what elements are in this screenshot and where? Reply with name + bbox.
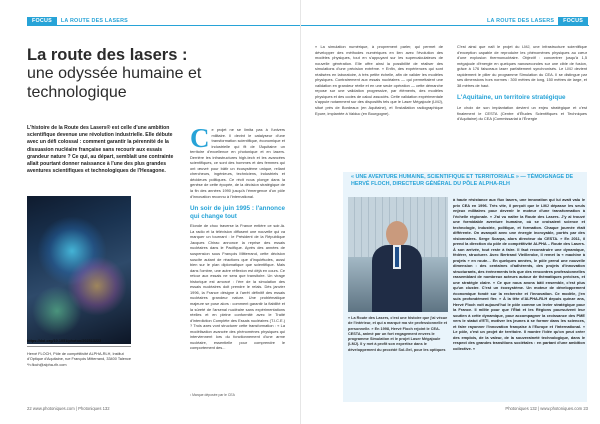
subheading-aquitaine: L'Aquitaine, un territoire stratégique — [457, 94, 566, 102]
right-header — [483, 17, 588, 25]
article-title: La route des lasers : — [27, 46, 188, 64]
page-number-left: 22 www.photoniques.com | Photoniques 132 — [27, 406, 110, 411]
article-subtitle: une odyssée humaine et technologique — [27, 65, 202, 101]
header-rule — [27, 25, 300, 26]
article-lead: L'histoire de la Route des Lasers® est celle d'une ambition scientifique devenue une révolution industrielle. Elle débute avec un défi colossal : comment garantir la pérennité de la dissuasion nucléaire française sans recourir aux essais grandeur nature ? Ce qui, au départ, semblait une contrainte allait pourtant donner naissance à l'une des plus grandes aventures scientifiques et technologiques de l'Hexagone. — [27, 125, 174, 175]
header-rule-right — [301, 25, 589, 26]
column-3 — [457, 44, 587, 122]
section-title: LA ROUTE DES LASERS — [60, 18, 128, 24]
subheading-june-1995: Un soir de juin 1995 : l'annonce qui change tout — [190, 205, 285, 220]
column-1-intro: e projet ne se limita pas à l'univers militaire. Il devint le catalyseur d'une transformation scientifique, économique et industrielle qui fit de l'Aquitaine un territoire d'excellence en photonique et en lasers. Derrière les infrastructures high-tech et les avancées scientifiques, ce sont des hommes et des femmes qui ont œuvré pour bâtir un écosystème unique, reliant chercheurs, ingénieurs, techniciens, industriels et décideurs politiques. Ce récit nous plonge dans la genèse de cette épopée, de la décision stratégique de la fin des années 1990 jusqu'à l'émergence d'un pôle d'innovation reconnu à l'international. — [190, 127, 285, 199]
footnote: ¹ Marque déposée par le CEA — [190, 393, 235, 397]
focus-tag-right: FOCUS — [558, 17, 588, 25]
interview-caption: « La Route des Lasers, c'est une histoire que j'ai vécue de l'intérieur, et qui a marqué ma vie professionnelle et personnelle. » En 1998, Hervé Floch rejoint le CEA-CESTA, animé par un fort engagement envers le programme Simulation et le projet Laser Mégajoule (LMJ). Il y met à profit son expertise dans le développement du procédé Sol-Gel, pour les optiques — [348, 316, 448, 352]
focus-tag: FOCUS — [27, 17, 57, 25]
column-3-body: C'est ainsi que naît le projet du LMJ, une infrastructure scientifique d'exception capable de reproduire les phénomènes physiques au cœur d'une explosion thermonucléaire. Objectif : concentrer jusqu'à 1,5 mégajoule d'énergie en quelques nanosecondes sur une cible de fusion, grâce à 176 faisceaux laser parfaitement synchronisés. Le LMJ devient rapidement le pilier du programme Simulation du CEA. Il se distingue par ses dimensions hors normes : 300 mètres de long, 150 mètres de large, et 38 mètres de haut. — [457, 44, 587, 88]
drop-cap: C — [190, 123, 210, 153]
author-block: Hervé FLOCH, Pôle de compétitivité ALPHA-RLH, Institut d'Optique d'Aquitaine, rue François Mitterrand, 33400 Talence *h.floch@alpha-rlh.com — [27, 352, 131, 367]
doi-link[interactable]: https://doi.org/10.1051/photon/202513222 — [27, 339, 131, 347]
page-number-right: Photoniques 132 | www.photoniques.com 23 — [505, 406, 588, 411]
column-3-body2: Le choix de son implantation devient un enjeu stratégique et c'est finalement le CESTA (Centre d'Études Scientifiques et Techniques d'Aquitaine) du CEA (Commissariat à l'Énergie — [457, 104, 587, 122]
column-2: « La simulation numérique, à proprement parler, qui permet de développer des méthodes numériques en lien avec l'évolution des modèles physiques, tout en s'appuyant sur les supercalculateurs de nouvelle génération. Elle offre ainsi la possibilité de réaliser des simulations d'une précision extrême. « Enfin, des expériences qui sont réalisées en laboratoire, à très petite échelle, afin de valider les modèles physiques. Contrairement aux essais nucléaires — qui permettaient une validation en grandeur réelle et en une seule opération — cette démarche repose sur une validation progressive, par éléments, des modèles physiques et des codes de calcul associés. Cette validation expérimentale s'appuie notamment sur des dispositifs tels que le Laser Mégajoule (LMJ), situé près de Bordeaux (en Aquitaine), et l'installation radiographique Epure, implantée à Valduc (en Bourgogne). — [315, 44, 443, 116]
interview-title: « UNE AVENTURE HUMAINE, SCIENTIFIQUE ET TERRITORIALE » — TÉMOIGNAGE DE HERVÉ FLOCH, DIRECTEUR GÉNÉRAL DU PÔLE ALPHA-RLH — [351, 174, 574, 187]
left-header — [27, 17, 132, 25]
interview-body: à haute résistance aux flux lasers, une innovation qui lui avait valu le prix CEA en 1996. Très vite, il perçoit que le LMJ dépasse les seuls enjeux militaires pour devenir le moteur d'une transformation à l'échelle régionale. « J'ai vu naître la Route des Lasers. J'y ai trouvé une formidable aventure humaine, où se croisaient science et technologie, industrie, politique, et formation. Chaque journée était différente. On avançait avec une énergie incroyable, portés par des visionnaires. Serge Scarpa, alors directeur du CESTA. » En 2011, il prend la direction du pôle de compétitivité ALPHA – Route des Lasers. À son arrivée, tout reste à faire. Il faut reconstruire une dynamique, fédérer, structurer. Avec Bertrand Vieillerobe, il remet la « machine à projets » en route… En quelques années, le pôle prend une nouvelle dimension : des centaines d'adhérents, des projets d'innovation structurants, des événements tels que des rencontres professionnelles rassemblant de nombreux acteurs autour de thématiques précises, et une stratégie claire. « Ce que nous avons bâti ensemble, c'est plus qu'un cluster. C'est un écosystème. Un moteur de développement économique fondé sur la recherche et l'innovation. Ce modèle, j'en suis profondément fier. » À la tête d'ALPHA-RLH depuis quinze ans, Hervé Floch voit aujourd'hui le pôle comme un levier stratégique pour la France. Il milite pour que l'État et les Régions poursuivent leur soutien à cette dynamique, pour accompagner la croissance des PME vers le statut d'ETI, motiver les jeunes à se former dans les sciences, et faire rayonner l'innovation française à l'Europe et l'international. « Le pôle, c'est un projet de territoire. Il montre l'idée qu'on peut créer des emplois, de la valeur, de la souveraineté technologique, dans le respect des grandes transitions sociétales : en partant d'une ambition collective. » — [453, 197, 585, 351]
column-1 — [190, 123, 285, 363]
section-title-right: LA ROUTE DES LASERS — [487, 18, 555, 24]
herve-floch-photo — [348, 197, 448, 312]
right-page — [300, 0, 600, 424]
laser-photo — [27, 196, 131, 344]
column-1-body: Elonde de choc traverse la France entière ce soir-là. La radio et la télévision diffusent une nouvelle qui va marquer un tournant : le Président de la République Jacques Chirac annonce la reprise des essais nucléaires dans le Pacifique. Après des années de suspension sous François Mitterrand, cette décision suscite autant de réactions que d'inquiétudes, aussi bien sur le plan diplomatique que scientifique. Mais dans l'ombre, une autre réflexion est déjà en cours. Ce retour aux essais ne sera que transitoire. Un virage historique est amorcé : l'ère de la simulation des essais nucléaires doit prendre le relais. Dès janvier 1996, la France désigne à l'arrêt définitif des essais nucléaires grandeur nature. Une problématique majeure se pose alors : comment garantir la fiabilité et la sûreté de l'arsenal nucléaire sans expérimentations réelles et en pleine conformité avec le Traité d'interdiction Complète des Essais nucléaires (T.I.C.E.) ? Trois axes vont structurer cette transformation : « La modélisation avancée des phénomènes physiques qui interviennent lors du fonctionnement d'une arme nucléaire, essentielle pour comprendre le comportement des... — [190, 223, 285, 351]
